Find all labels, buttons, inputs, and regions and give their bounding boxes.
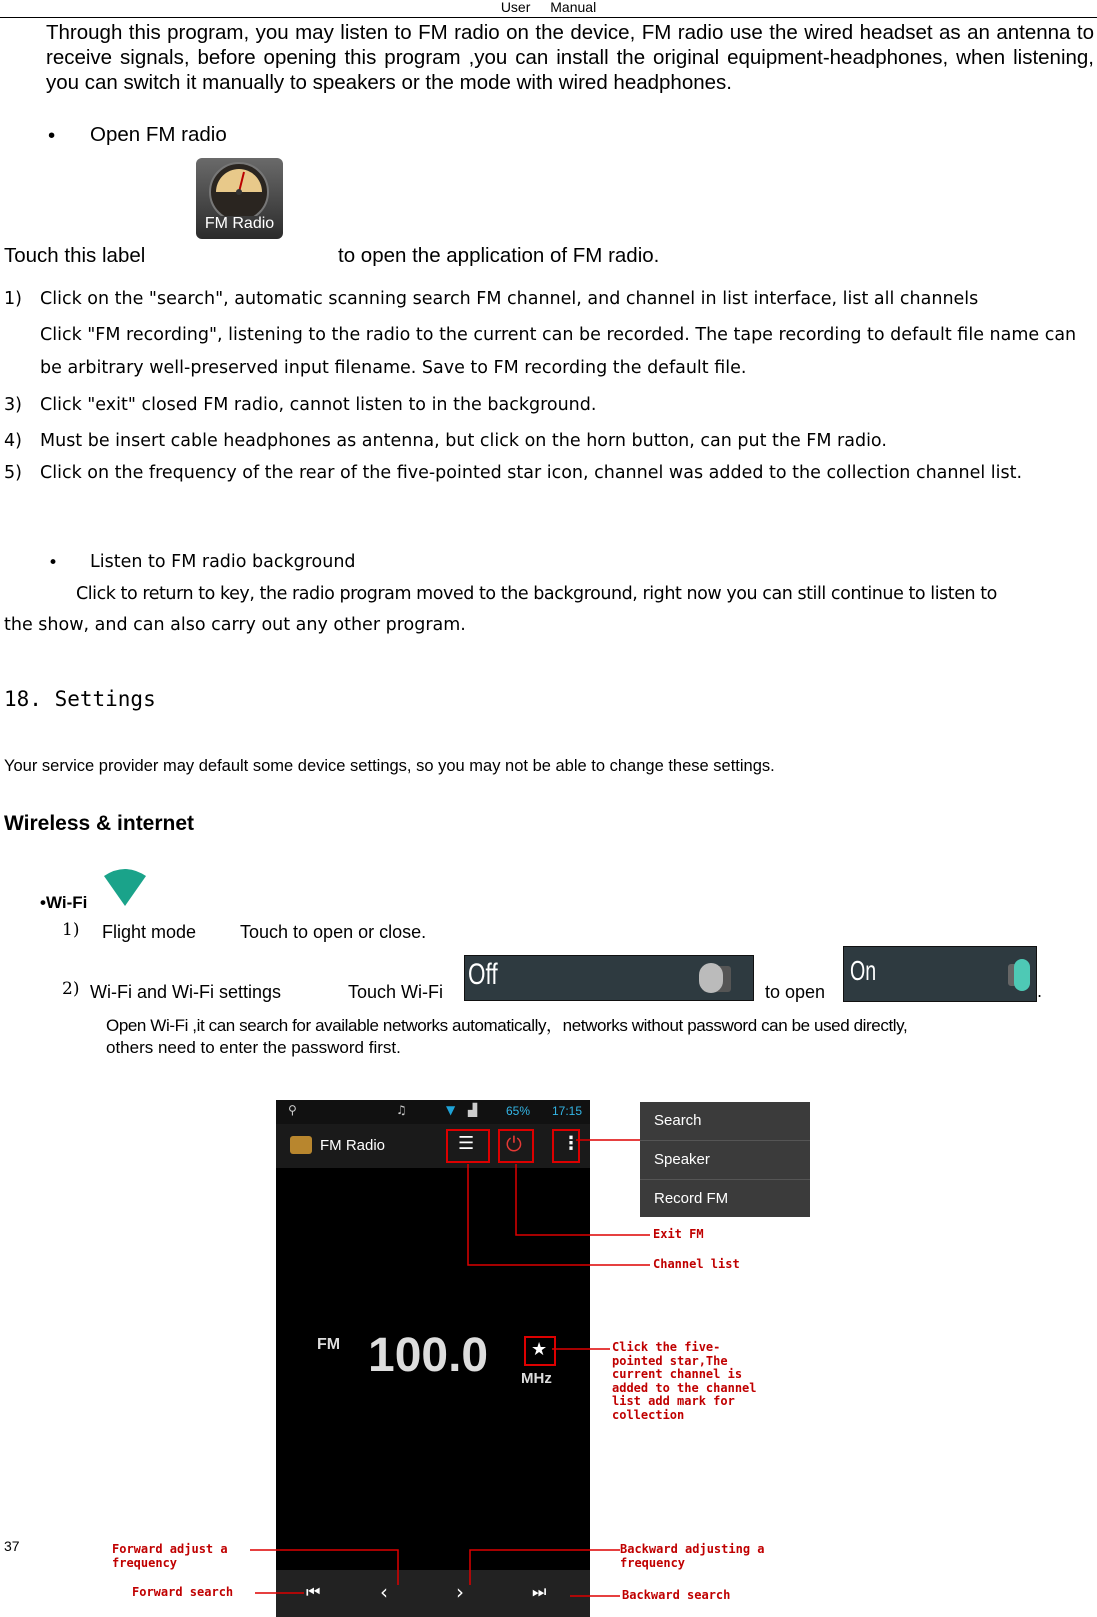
menu-item-search[interactable]: Search bbox=[640, 1102, 810, 1141]
intro-paragraph: Through this program, you may listen to FM radio on the device, FM radio use the wired headset as an antenna to receive signals, before opening this program ,you can install the original equipment-headphones, when listening, you can switch it manually to speakers or the mode with wired headphones. bbox=[46, 21, 1094, 94]
unit-label: MHz bbox=[521, 1370, 552, 1387]
to-open-text: to open bbox=[765, 982, 826, 1002]
list-item bbox=[4, 319, 1094, 385]
more-icon: ⋮ bbox=[562, 1133, 580, 1154]
toggle-on-label: On bbox=[850, 955, 877, 986]
annotation-lines bbox=[0, 1100, 1097, 1617]
header-left: User bbox=[500, 0, 531, 15]
list-item bbox=[4, 462, 1094, 484]
list-item bbox=[4, 394, 1094, 416]
exit-annotation: Exit FM bbox=[653, 1227, 704, 1241]
step-text: Click "FM recording", listening to the radio to the current can be recorded. The tape recording to default file name can be arbitrary well-preserved input filename. Save to FM recording the default file. bbox=[40, 325, 1077, 378]
channel-list-annotation: Channel list bbox=[653, 1257, 740, 1271]
annotation-line: added to the channel bbox=[612, 1380, 757, 1395]
forward-adjust-line bbox=[250, 1550, 398, 1585]
annotation-line: collection bbox=[612, 1407, 685, 1422]
wifi-status-icon: ▼ bbox=[446, 1103, 456, 1117]
band-label: FM bbox=[317, 1336, 341, 1353]
star-annotation bbox=[612, 1341, 757, 1422]
header-right: Manual bbox=[550, 0, 597, 15]
steps-list bbox=[4, 288, 1094, 484]
battery-percent: 65% bbox=[506, 1104, 531, 1118]
toggle-knob bbox=[1014, 959, 1030, 991]
touch-label-prefix: Touch this label bbox=[4, 244, 146, 267]
item2-description-1: Open Wi-Fi ,it can search for available networks automatically，networks without password can be used directly, bbox=[106, 1016, 908, 1035]
open-fm-bullet: Open FM radio bbox=[90, 123, 227, 146]
wifi-toggle-off[interactable] bbox=[464, 955, 754, 1001]
backward-adjust-annotation bbox=[620, 1543, 765, 1570]
subheading: Wireless & internet bbox=[4, 812, 195, 835]
annotation-line: frequency bbox=[620, 1555, 686, 1570]
fm-radio-app-icon[interactable] bbox=[196, 158, 283, 239]
list-icon: ☰ bbox=[458, 1133, 475, 1154]
forward-search-annotation: Forward search bbox=[132, 1585, 234, 1599]
bullet-dot: • bbox=[48, 124, 56, 147]
page-header bbox=[0, 0, 1097, 18]
toggle-knob bbox=[699, 963, 723, 993]
list-item bbox=[4, 288, 1094, 310]
star-icon: ★ bbox=[531, 1339, 548, 1360]
forward-adjust-annotation bbox=[112, 1543, 228, 1570]
annotation-line: Click the five- bbox=[612, 1340, 721, 1354]
step-number: 4) bbox=[4, 431, 22, 451]
list-item bbox=[4, 430, 1094, 452]
section-heading: 18. Settings bbox=[4, 687, 156, 711]
item2-description-2: others need to enter the password first. bbox=[106, 1038, 401, 1057]
annotation-line: list add mark for bbox=[612, 1394, 735, 1408]
background-text-1: Click to return to key, the radio program moved to the background, right now you can still continue to listen to bbox=[76, 584, 997, 604]
radio-dial-icon bbox=[196, 158, 283, 216]
backward-search-annotation: Backward search bbox=[622, 1588, 731, 1602]
forward-adjust-icon[interactable]: ‹ bbox=[380, 1580, 388, 1604]
item1-label: Flight mode bbox=[102, 922, 197, 942]
item1-number: 1) bbox=[62, 920, 80, 940]
backward-adjust-icon[interactable]: › bbox=[456, 1580, 464, 1604]
backward-search-icon[interactable]: ⏭ bbox=[532, 1582, 547, 1601]
touch-label-suffix: to open the application of FM radio. bbox=[338, 244, 660, 267]
step-number: 5) bbox=[4, 463, 22, 483]
toggle-off-label: Off bbox=[468, 958, 498, 991]
touch-wifi-text: Touch Wi-Fi bbox=[348, 982, 444, 1002]
annotation-line: current channel is bbox=[612, 1367, 743, 1381]
step-text: Must be insert cable headphones as antenna, but click on the horn button, can put the FM radio. bbox=[40, 431, 887, 451]
background-bullet: Listen to FM radio background bbox=[90, 552, 356, 572]
item1-description: Touch to open or close. bbox=[240, 922, 427, 942]
settings-note: Your service provider may default some device settings, so you may not be able to change these settings. bbox=[4, 757, 775, 775]
step-number bbox=[4, 319, 40, 352]
step-text: Click on the "search", automatic scanning search FM channel, and channel in list interface, list all channels bbox=[40, 289, 979, 309]
app-title: FM Radio bbox=[320, 1137, 386, 1154]
annotation-line: pointed star,The bbox=[612, 1353, 728, 1368]
annotation-line: frequency bbox=[112, 1555, 178, 1570]
item2-number: 2) bbox=[62, 979, 80, 999]
headset-icon: ♫ bbox=[396, 1103, 407, 1117]
menu-item-record[interactable]: Record FM bbox=[654, 1190, 729, 1207]
step-number: 3) bbox=[4, 395, 22, 415]
app-icon-label: FM Radio bbox=[204, 215, 275, 232]
status-time: 17:15 bbox=[552, 1104, 583, 1118]
page-number: 37 bbox=[4, 1538, 20, 1554]
bullet-dot: • bbox=[48, 553, 59, 573]
menu-item-speaker[interactable]: Speaker bbox=[640, 1141, 810, 1180]
annotation-line: Backward adjusting a bbox=[620, 1542, 765, 1556]
forward-search-icon[interactable]: ⏮ bbox=[306, 1582, 321, 1601]
frequency-display: 100.0 bbox=[368, 1329, 489, 1382]
exit-pointer-line bbox=[516, 1164, 650, 1235]
channel-pointer-line bbox=[468, 1164, 650, 1265]
backward-adjust-line bbox=[470, 1550, 620, 1585]
wifi-icon bbox=[102, 868, 148, 908]
usb-icon: ⚲ bbox=[288, 1103, 297, 1117]
step-text: Click "exit" closed FM radio, cannot listen to in the background. bbox=[40, 395, 597, 415]
wifi-label: •Wi-Fi bbox=[40, 893, 88, 912]
power-icon: ⏻ bbox=[506, 1132, 522, 1156]
period: . bbox=[1037, 982, 1043, 1001]
wifi-toggle-on[interactable] bbox=[843, 946, 1037, 1002]
signal-icon: ▟ bbox=[468, 1103, 478, 1117]
background-text-2: the show, and can also carry out any other program. bbox=[4, 615, 466, 635]
annotation-line: Forward adjust a bbox=[112, 1542, 228, 1556]
step-text: Click on the frequency of the rear of the five-pointed star icon, channel was added to the collection channel list. bbox=[40, 463, 1023, 483]
step-number: 1) bbox=[4, 289, 22, 309]
item2-label: Wi-Fi and Wi-Fi settings bbox=[90, 982, 282, 1002]
